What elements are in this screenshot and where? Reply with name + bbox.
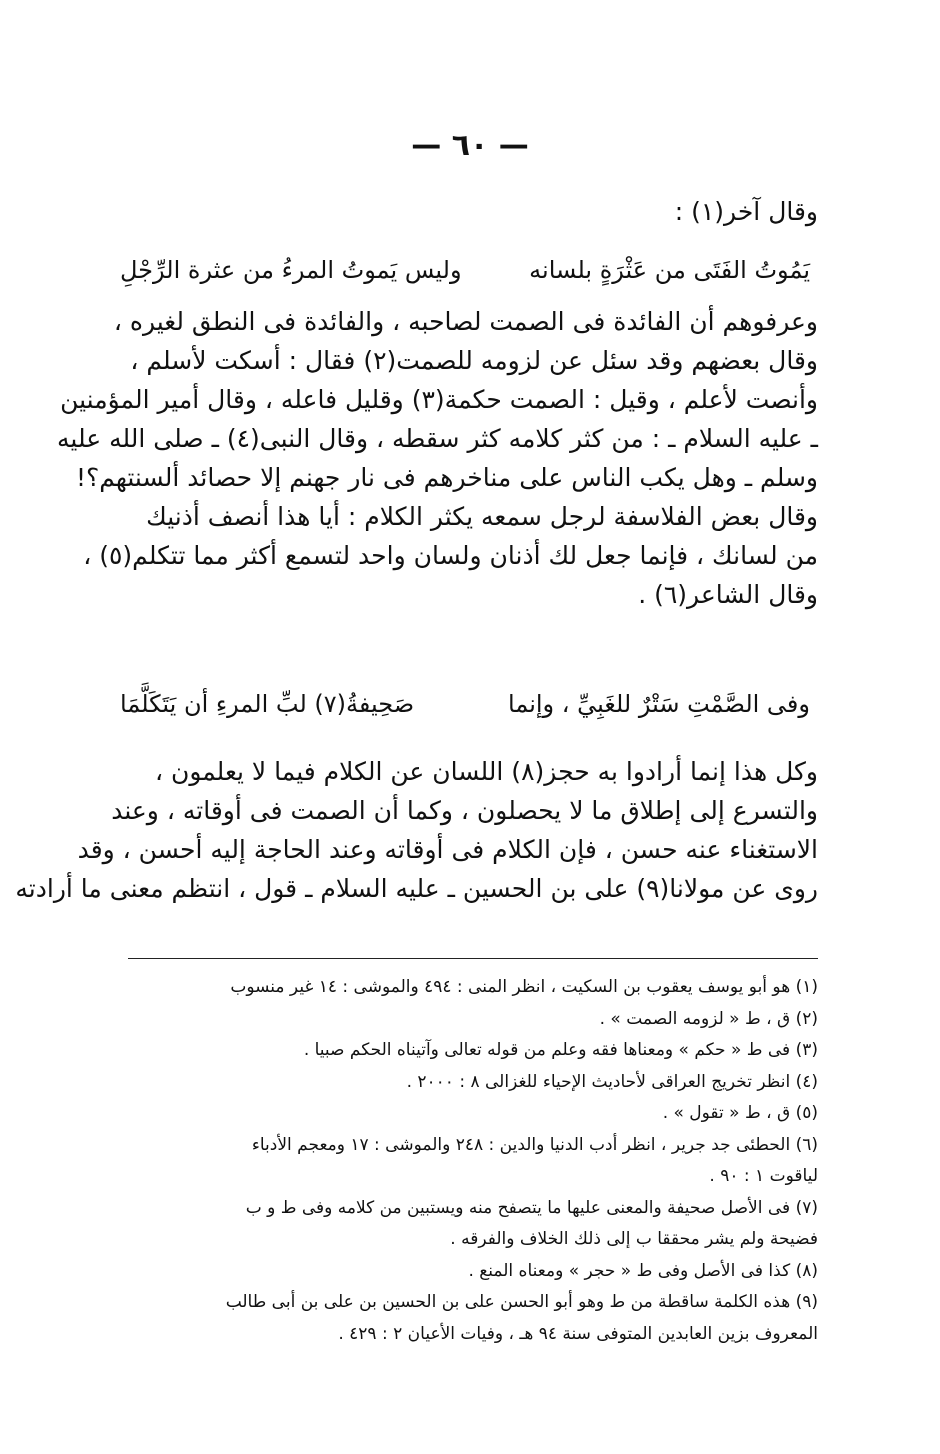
- verse-2: [120, 690, 810, 718]
- paragraph-1-line: وقال بعضهم وقد سئل عن لزومه للصمت(٢) فقال : أسكت لأسلم ،: [130, 346, 818, 375]
- verse-1-first-hemistich: يَمُوتُ الفَتَى من عَثْرَةٍ بلسانه: [529, 256, 810, 284]
- paragraph-2-line: الاستغناء عنه حسن ، فإن الكلام فى أوقاته وعند الحاجة إليه أحسن ، وقد: [77, 835, 818, 864]
- footnote-2: (٢) ق ، ط « لزومه الصمت » .: [599, 1008, 818, 1029]
- footnotes: [128, 972, 818, 1350]
- paragraph-1-line: وعرفوهم أن الفائدة فى الصمت لصاحبه ، والفائدة فى النطق لغيره ،: [113, 307, 818, 336]
- verse-2-second-hemistich: صَحِيفةُ(٧) لبِّ المرءِ أن يَتَكَلَّمَا: [120, 690, 415, 718]
- footnote-9: (٩) هذه الكلمة ساقطة من ط وهو أبو الحسن على بن الحسين بن على بن أبى طالب: [225, 1292, 818, 1312]
- paragraph-1-line: وقال بعض الفلاسفة لرجل سمعه يكثر الكلام : أيا هذا أنصف أذنيك: [146, 502, 818, 531]
- footnote-6-continuation: لياقوت ١ : ٩٠ .: [709, 1166, 818, 1186]
- footnote-5: (٥) ق ، ط « تقول » .: [662, 1103, 818, 1123]
- verse-1: [120, 256, 810, 284]
- paragraph-1-line: وأنصت لأعلم ، وقيل : الصمت حكمة(٣) وقليل فاعله ، وقال أمير المؤمنين: [60, 385, 818, 414]
- paragraph-2-line: وكل هذا إنما أرادوا به حجز(٨) اللسان عن الكلام فيما لا يعلمون ،: [154, 757, 818, 786]
- paragraph-1-line: وسلم ـ وهل يكب الناس على مناخرهم فى نار جهنم إلا حصائد ألسنتهم؟!: [75, 463, 818, 492]
- paragraph-2: [15, 752, 818, 908]
- footnote-4: (٤) انظر تخريج العراقى لأحاديث الإحياء للغزالى ٨ : ٢٠٠٠ .: [406, 1071, 818, 1092]
- intro-line: [118, 192, 818, 231]
- intro-text: وقال آخر(١) :: [674, 197, 818, 226]
- paragraph-2-line: روى عن مولانا(٩) على بن الحسين ـ عليه السلام ـ قول ، انتظم معنى ما أرادته: [15, 874, 818, 903]
- verse-1-second-hemistich: وليس يَموتُ المرءُ من عثرة الرِّجْلِ: [120, 256, 462, 284]
- paragraph-2-line: والتسرع إلى إطلاق ما لا يحصلون ، وكما أن الصمت فى أوقاته ، وعند: [111, 796, 818, 825]
- footnote-1: (١) هو أبو يوسف يعقوب بن السكيت ، انظر المنى : ٤٩٤ والموشى : ١٤ غير منسوب: [230, 977, 818, 997]
- footnote-6: (٦) الحطئى جد جرير ، انظر أدب الدنيا والدين : ٢٤٨ والموشى : ١٧ ومعجم الأدباء: [251, 1134, 818, 1155]
- footnote-3: (٣) فى ط « حكم » ومعناها فقه وعلم من قوله تعالى وآتيناه الحكم صبيا .: [303, 1040, 818, 1060]
- footnote-9-continuation: المعروف بزين العابدين المتوفى سنة ٩٤ هـ ، وفيات الأعيان ٢ : ٤٢٩ .: [338, 1323, 818, 1344]
- footnote-7: (٧) فى الأصل صحيفة والمعنى عليها ما يتصفح منه ويستبين من كلامه وفى ط و ب: [245, 1197, 818, 1218]
- paragraph-1: [57, 302, 818, 614]
- paragraph-1-line: وقال الشاعر(٦) .: [638, 580, 818, 609]
- page-number: — ٦٠ —: [411, 128, 529, 163]
- footnote-8: (٨) كذا فى الأصل وفى ط « حجر » ومعناه المنع .: [468, 1260, 818, 1281]
- footnote-separator: [128, 958, 818, 959]
- verse-2-first-hemistich: وفى الصَّمْتِ سَتْرٌ للغَبِيِّ ، وإنما: [508, 690, 810, 718]
- footnote-7-continuation: فضيحة ولم يشر محققا ب إلى ذلك الخلاف والفرقه .: [450, 1229, 818, 1249]
- paragraph-1-line: ـ عليه السلام ـ : من كثر كلامه كثر سقطه ، وقال النبى(٤) ـ صلى الله عليه: [57, 424, 818, 453]
- paragraph-1-line: من لسانك ، فإنما جعل لك أذنان ولسان واحد لتسمع أكثر مما تتكلم(٥) ،: [83, 541, 818, 570]
